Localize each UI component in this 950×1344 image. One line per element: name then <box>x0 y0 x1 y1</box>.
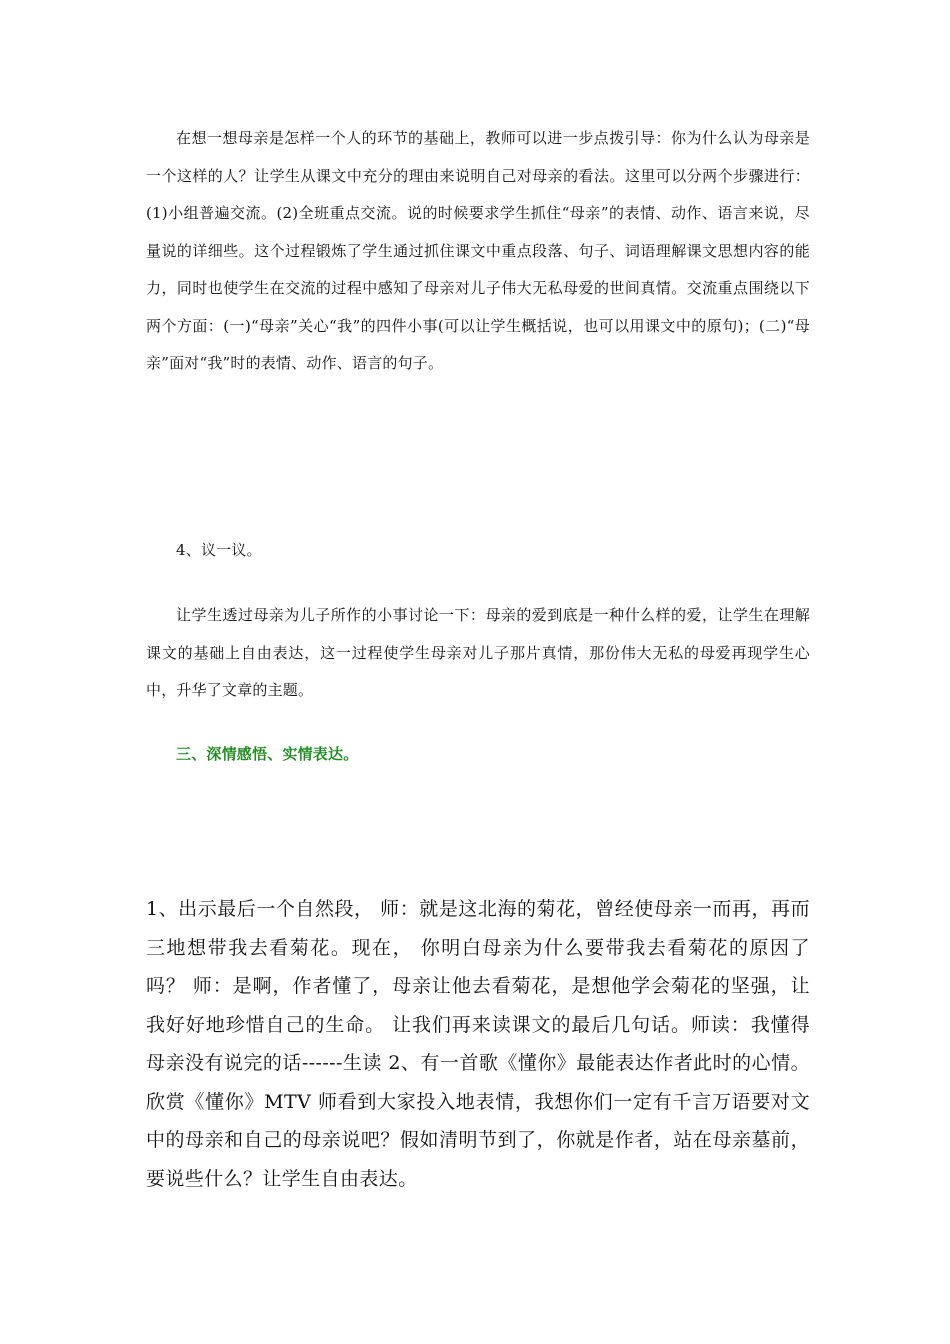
paragraph-discussion-guidance: 在想一想母亲是怎样一个人的环节的基础上，教师可以进一步点拨引导：你为什么认为母亲是一个这样的人？让学生从课文中充分的理由来说明自己对母亲的看法。这里可以分两个步骤进行：(1)小组普遍交流。(2)全班重点交流。说的时候要求学生抓住“母亲”的表情、动作、语言来说，尽量说的详细些。这个过程锻炼了学生通过抓住课文中重点段落、句子、词语理解课文思想内容的能力，同时也使学生在交流的过程中感知了母亲对儿子伟大无私母爱的世间真情。交流重点围绕以下两个方面：(一)“母亲”关心“我”的四件小事(可以让学生概括说，也可以用课文中的原句)；(二)“母亲”面对“我”时的表情、动作、语言的句子。 <box>146 129 810 372</box>
paragraph-final-activity: 1、出示最后一个自然段， 师：就是这北海的菊花，曾经使母亲一而再，再而三地想带我去看菊花。现在， 你明白母亲为什么要带我去看菊花的原因了吗？ 师：是啊，作者懂了，母亲让他去看菊花，是想他学会菊花的坚强，让我好好地珍惜自己的生命。 让我们再来读课文的最后几句话。师读：我懂得母亲没有说完的话------生读 2、有一首歌《懂你》最能表达作者此时的心情。欣赏《懂你》MTV 师看到大家投入地表情，我想你们一定有千言万语要对文中的母亲和自己的母亲说吧？假如清明节到了，你就是作者，站在母亲墓前，要说些什么？让学生自由表达。 <box>146 898 810 1190</box>
paragraph-discussion-love: 让学生透过母亲为儿子所作的小事讨论一下：母亲的爱到底是一种什么样的爱，让学生在理解课文的基础上自由表达，这一过程使学生母亲对儿子那片真情，那份伟大无私的母爱再现学生心中，升华了文章的主题。 <box>146 606 810 699</box>
section-3-heading: 三、深情感悟、实情表达。 <box>176 745 359 763</box>
step-4-heading: 4、议一议。 <box>176 541 262 559</box>
